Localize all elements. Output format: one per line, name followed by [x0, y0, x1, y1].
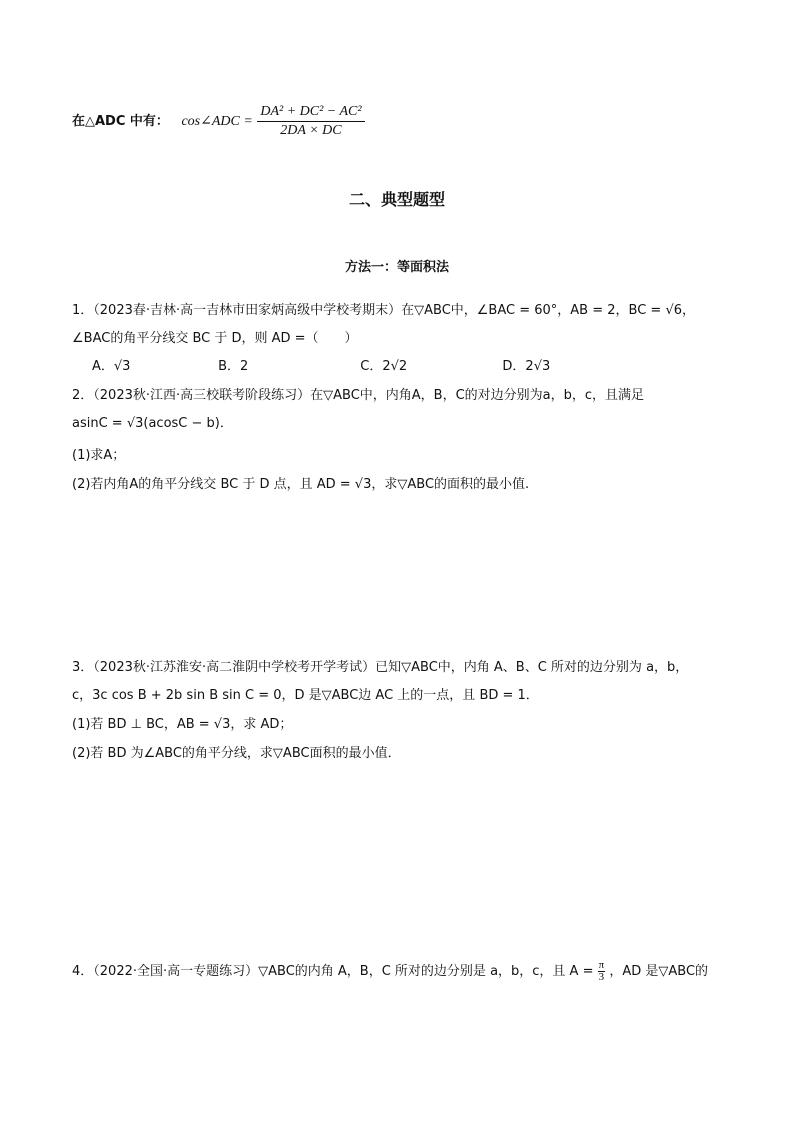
q3-line1: 3．（2023秋·江苏淮安·高二淮阴中学校考开学考试）已知▽ABC中，内角 A、B、C 所对的边分别为 a，b，: [72, 660, 689, 675]
formula-numerator: DA² + DC² − AC²: [257, 103, 364, 122]
q4-fraction-num: π: [598, 959, 605, 971]
method-title: 方法一：等面积法: [344, 260, 449, 275]
q4-line1: [72, 958, 708, 986]
q2-sub2: (2)若内角A的角平分线交 BC 于 D 点，且 AD = √3，求▽ABC的面积的最小值.: [72, 477, 530, 492]
q4-text-a: 4．（2022·全国·高一专题练习）▽ABC的内角 A，B，C 所对的边分别是 a，b，c，且 A =: [72, 964, 594, 979]
q4-fraction-den: 3: [598, 971, 605, 983]
q3-sub1: (1)若 BD ⊥ BC，AB = √3，求 AD；: [72, 717, 293, 732]
section-title: 二、典型题型: [348, 190, 445, 209]
formula-denominator: 2DA × DC: [280, 123, 342, 138]
q1-option-c: C．2√2: [360, 359, 408, 374]
q1-line1: 1．（2023春·吉林·高一吉林市田家炳高级中学校考期末）在▽ABC中，∠BAC = 60°，AB = 2，BC = √6，: [72, 303, 696, 318]
formula-fraction: [257, 103, 364, 140]
formula-prefix: 在△ADC 中有：: [72, 114, 169, 129]
q2-line2: asinC = √3(acosC − b)．: [72, 416, 233, 431]
formula-line: [72, 103, 365, 139]
q4-text-b: ，AD 是▽ABC的: [609, 964, 709, 979]
q2-sub1: (1)求A；: [72, 448, 126, 463]
q1-option-d: D．2√3: [502, 359, 551, 374]
q1-line2: ∠BAC的角平分线交 BC 于 D，则 AD =（ ）: [72, 331, 358, 346]
q3-line2: c，3c cos B + 2b sin B sin C = 0，D 是▽ABC边 AC 上的一点，且 BD = 1．: [72, 688, 539, 703]
q1-option-b: B．2: [218, 359, 249, 374]
q1-option-a: A．√3: [92, 359, 131, 374]
q2-line1: 2．（2023秋·江西·高三校联考阶段练习）在▽ABC中，内角A，B，C的对边分别为a，b，c，且满足: [72, 388, 645, 403]
q3-sub2: (2)若 BD 为∠ABC的角平分线，求▽ABC面积的最小值．: [72, 746, 401, 761]
q1-options: [92, 358, 550, 376]
formula-lhs: cos∠ADC =: [181, 114, 253, 129]
q4-fraction: [598, 960, 606, 983]
